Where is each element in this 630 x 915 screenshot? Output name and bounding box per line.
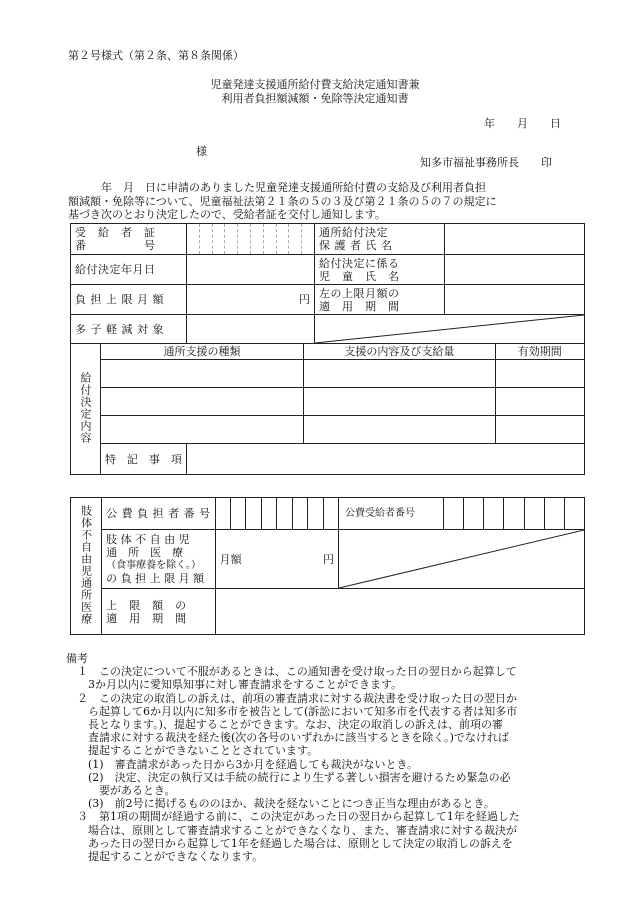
digit-cell[interactable] bbox=[484, 498, 504, 529]
burden-limit-value[interactable] bbox=[186, 285, 314, 315]
note-line: 提起することができなくなります。 bbox=[66, 850, 264, 864]
guardian-name-label: 通所給付決定 保 護 者 氏 名 bbox=[314, 224, 444, 255]
multi-child-value[interactable] bbox=[186, 315, 314, 344]
yen-unit: 円 bbox=[322, 552, 334, 566]
medical-recipient-no-label: 公費受給者番号 bbox=[339, 498, 444, 529]
note-line: 場合は、原則として審査請求することができなくなり、また、審査請求に対する裁決が bbox=[66, 823, 517, 837]
medical-side-label: 肢体不自由児通所医療 bbox=[71, 498, 102, 635]
note-line: １ この決定について不服があるときは、この通知書を受け取った日の翌日から起算して bbox=[66, 665, 517, 679]
child-name-label: 給付決定に係る 児 童 氏 名 bbox=[314, 255, 444, 285]
type-cell[interactable] bbox=[100, 360, 303, 388]
title-line-1: 児童発達支援通所給付費支給決定通知書兼 bbox=[210, 78, 420, 91]
medical-table bbox=[70, 497, 585, 635]
multi-child-blank bbox=[314, 315, 584, 344]
valid-cell[interactable] bbox=[495, 416, 584, 444]
digit-cell[interactable] bbox=[464, 498, 484, 529]
notes-section bbox=[66, 652, 520, 863]
col-content-header: 支援の内容及び支給量 bbox=[304, 344, 495, 360]
payer-no-label: 公 費 負 担 者 番 号 bbox=[102, 498, 215, 530]
digit-cell[interactable] bbox=[565, 498, 584, 529]
intro-line: 基づき次のとおり決定したので、受給者証を交付し通知します。 bbox=[68, 208, 386, 221]
monthly-label: 月額 bbox=[219, 552, 242, 566]
note-line: 査請求に対する裁決を経た後(次の各号のいずれかに該当するときを除く。)でなければ bbox=[66, 731, 509, 745]
recipient-no-block bbox=[338, 498, 584, 530]
medical-limit-label: 肢 体 不 自 由 児 通 所 医 療 （食事療養を除く。） の 負 担 上 限 月 額 bbox=[102, 530, 215, 589]
multi-child-label: 多 子 軽 減 対 象 bbox=[71, 315, 187, 344]
notes-heading: 備考 bbox=[66, 652, 88, 665]
diagonal-strike bbox=[339, 530, 584, 588]
burden-limit-label: 負 担 上 限 月 額 bbox=[71, 285, 187, 315]
form-number: 第２号様式（第２条、第８条関係） bbox=[68, 49, 244, 62]
valid-cell[interactable] bbox=[495, 388, 584, 416]
special-notes-label: 特 記 事 項 bbox=[100, 444, 186, 475]
intro-text bbox=[68, 181, 497, 222]
col-valid-header: 有効期間 bbox=[495, 344, 584, 360]
decision-date-value[interactable] bbox=[186, 255, 314, 285]
note-line: 提起することができないこととされています。 bbox=[66, 744, 319, 758]
note-line: 長となります。)、提起することができます。なお、決定の取消しの訴えは、前項の審 bbox=[66, 718, 504, 732]
digit-cell[interactable] bbox=[504, 498, 524, 529]
medical-limit-value[interactable] bbox=[215, 530, 338, 589]
medical-period-label: 上 限 額 の 適 用 期 間 bbox=[102, 589, 215, 635]
special-notes-value[interactable] bbox=[186, 444, 584, 475]
title-line-2: 利用者負担額減額・免除等決定通知書 bbox=[221, 92, 409, 105]
note-line: ら起算して6か月以内に知多市を被告として(訴訟において知多市を代表する者は知多市 bbox=[66, 704, 518, 718]
intro-line: 年 月 日に申請のありました児童発達支援通所給付費の支給及び利用者負担 bbox=[68, 181, 486, 194]
limit-period-value[interactable] bbox=[445, 285, 585, 315]
recipient-no-label: 受 給 者 証 番 号 bbox=[71, 224, 187, 255]
recipient-no-cells[interactable] bbox=[186, 224, 314, 255]
diagonal-strike bbox=[315, 315, 584, 343]
note-line: ２ この決定の取消しの訴えは、前項の審査請求に対する裁決書を受け取った日の翌日か bbox=[66, 691, 517, 705]
note-line: (1) 審査請求があった日から3か月を経過しても裁決がないとき。 bbox=[66, 757, 419, 771]
note-line: あった日の翌日から起算して1年を経過した場合は、原則として決定の取消しの訴えを bbox=[66, 836, 513, 850]
type-cell[interactable] bbox=[100, 416, 303, 444]
content-cell[interactable] bbox=[304, 388, 495, 416]
payer-no-cells[interactable] bbox=[215, 498, 338, 530]
decision-date-label: 給付決定年月日 bbox=[71, 255, 187, 285]
decision-table bbox=[70, 223, 585, 475]
col-type-header: 通所支援の種類 bbox=[100, 344, 303, 360]
yen-unit: 円 bbox=[298, 293, 310, 306]
note-line: 要があるとき。 bbox=[66, 784, 176, 798]
note-line: ３ 第1項の期間が経過する前に、この決定があった日の翌日から起算して1年を経過した bbox=[66, 810, 520, 824]
guardian-name-value[interactable] bbox=[445, 224, 585, 255]
digit-cell[interactable] bbox=[525, 498, 545, 529]
note-line: 3か月以内に愛知県知事に対し審査請求をすることができます。 bbox=[66, 678, 403, 692]
addressee-suffix: 様 bbox=[196, 145, 207, 158]
content-cell[interactable] bbox=[304, 360, 495, 388]
content-cell[interactable] bbox=[304, 416, 495, 444]
issuer-name: 知多市福祉事務所長 印 bbox=[420, 156, 552, 169]
type-cell[interactable] bbox=[100, 388, 303, 416]
digit-cell[interactable] bbox=[545, 498, 565, 529]
child-name-value[interactable] bbox=[445, 255, 585, 285]
limit-period-label: 左の上限月額の 適 用 期 間 bbox=[314, 285, 444, 315]
content-side-label: 給付決定内容 bbox=[71, 344, 101, 475]
digit-cell[interactable] bbox=[444, 498, 464, 529]
intro-line: 額減額・免除等について、児童福祉法第２１条の５の３及び第２１条の５の７の規定に bbox=[68, 194, 497, 208]
date-field: 年 月 日 bbox=[484, 117, 561, 130]
valid-cell[interactable] bbox=[495, 360, 584, 388]
note-line: (2) 決定、決定の執行又は手続の続行により生ずる著しい損害を避けるため緊急の必 bbox=[66, 770, 511, 784]
medical-limit-blank bbox=[338, 530, 584, 589]
medical-period-value[interactable] bbox=[215, 589, 584, 635]
note-line: (3) 前2号に掲げるもののほか、裁決を経ないことにつき正当な理由があるとき。 bbox=[66, 797, 495, 811]
